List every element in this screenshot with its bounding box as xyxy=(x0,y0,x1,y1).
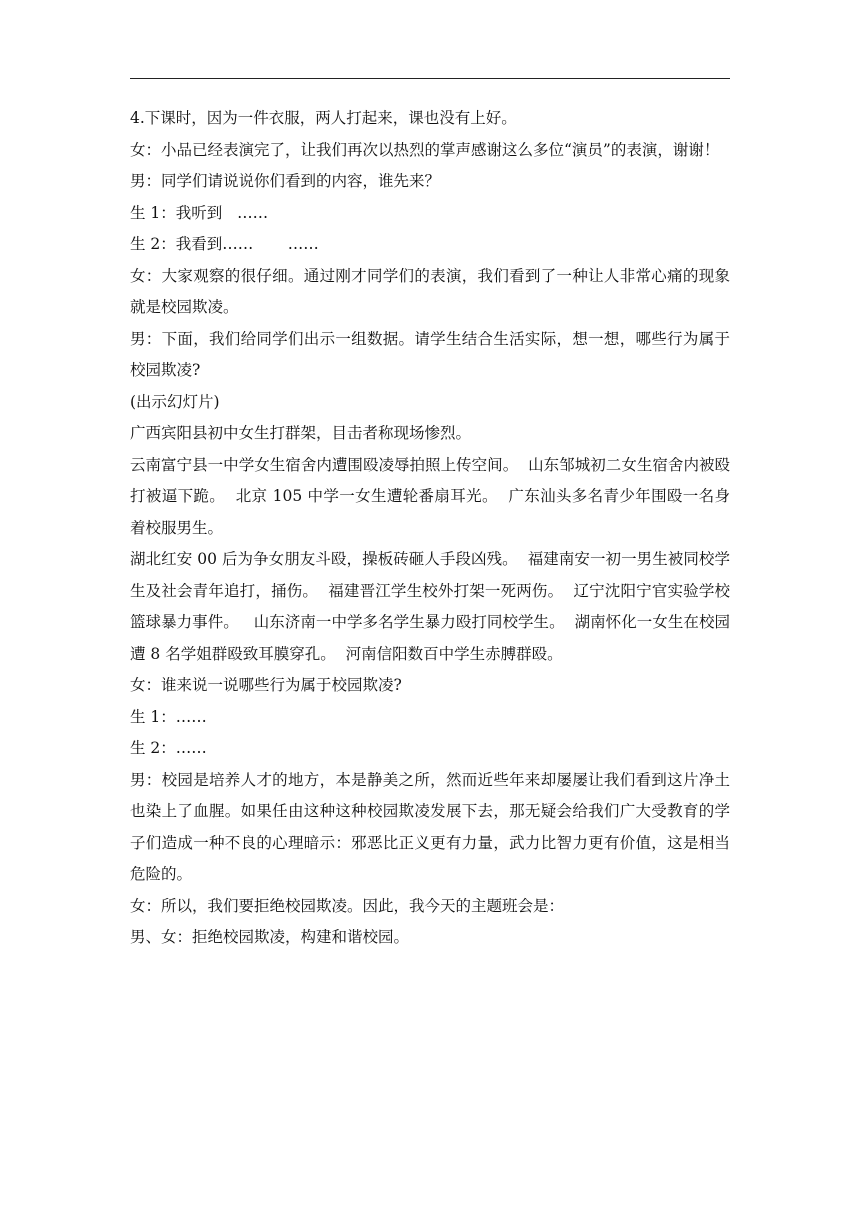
paragraph: 生 1：我听到 …… xyxy=(130,203,269,222)
paragraph: 湖北红安 00 后为争女朋友斗殴，操板砖砸人手段凶残。 福建南安一初一男生被同校学生及社会青年追打，捅伤。 福建晋江学生校外打架一死两伤。 辽宁沈阳宁官实验学校篮球暴力事件。 山东济南一中学多名学生暴力殴打同校学生。 湖南怀化一女生在校园遭 8 名学姐群殴致耳膜穿孔。 河南信阳数百中学生赤膊群殴。 xyxy=(130,550,730,663)
paragraph: 生 2：我看到…… …… xyxy=(130,235,319,253)
header-divider xyxy=(130,78,730,79)
paragraph: 生 1：…… xyxy=(130,707,207,726)
paragraph: 女：小品已经表演完了，让我们再次以热烈的掌声感谢这么多位“演员”的表演，谢谢！ xyxy=(130,140,720,159)
paragraph: 男、女：拒绝校园欺凌，构建和谐校园。 xyxy=(130,928,410,946)
paragraph: 男：校园是培养人才的地方，本是静美之所，然而近些年来却屡屡让我们看到这片净土也染上了血腥。如果任由这种这种校园欺凌发展下去，那无疑会给我们广大受教育的学子们造成一种不良的心理暗示：邪恶比正义更有力量，武力比智力更有价值，这是相当危险的。 xyxy=(130,770,730,883)
paragraph: 生 2：…… xyxy=(130,739,207,757)
document-body xyxy=(130,103,730,954)
paragraph: 女：谁来说一说哪些行为属于校园欺凌? xyxy=(130,676,402,694)
paragraph: 云南富宁县一中学女生宿舍内遭围殴凌辱拍照上传空间。 山东邹城初二女生宿舍内被殴打被逼下跪。 北京 105 中学一女生遭轮番扇耳光。 广东汕头多名青少年围殴一名身着校服男生。 xyxy=(130,455,730,537)
paragraph: 广西宾阳县初中女生打群架，目击者称现场惨烈。 xyxy=(130,424,472,442)
paragraph: 男：下面，我们给同学们出示一组数据。请学生结合生活实际，想一想，哪些行为属于校园欺凌? xyxy=(130,329,730,379)
paragraph: 4.下课时，因为一件衣服，两人打起来，课也没有上好。 xyxy=(130,109,517,127)
paragraph: (出示幻灯片) xyxy=(130,392,220,411)
paragraph: 女：大家观察的很仔细。通过刚才同学们的表演，我们看到了一种让人非常心痛的现象就是校园欺凌。 xyxy=(130,266,730,316)
paragraph: 男：同学们请说说你们看到的内容，谁先来？ xyxy=(130,172,441,190)
paragraph: 女：所以，我们要拒绝校园欺凌。因此，我今天的主题班会是： xyxy=(130,896,565,915)
